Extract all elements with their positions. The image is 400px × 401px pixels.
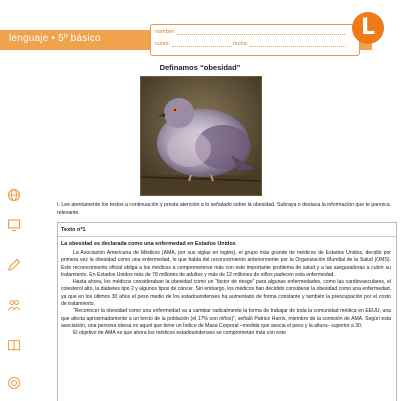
- subject-name: lenguaje: [9, 33, 49, 44]
- target-icon: [7, 376, 21, 390]
- globe-icon: [7, 188, 21, 202]
- pigeon-photo: [140, 76, 262, 196]
- name-row: nombre:: [155, 28, 345, 35]
- pencil-icon: [7, 258, 21, 272]
- divider: [58, 236, 396, 237]
- student-info-form: [150, 24, 360, 56]
- course-field[interactable]: [172, 40, 232, 47]
- header: [0, 0, 400, 56]
- people-icon: [7, 298, 21, 312]
- book-icon: [7, 338, 21, 352]
- screen-icon: [7, 218, 21, 232]
- name-field[interactable]: [177, 28, 345, 35]
- paragraph: Hasta ahora, los médicos consideraban la obesidad como un “factor de riesgo” para algunas enfermedades, como las cardiovasculares, el colesterol alto, la diabetes tipo 2 y algunos tipos de cáncer. Sin embargo, los médicos han decidido considerar la obesidad como una enfermedad, ya que en los últimos 30 años el peso medio de los estadounidenses ha aumentado de forma constante y también la preocupación por el costo de tratamiento.: [61, 279, 391, 308]
- text-box: [57, 222, 397, 401]
- paragraph: El objetivo de AMA es que ahora los médicos estadounidenses se comprometan más con este: [73, 330, 286, 337]
- subject-label: [9, 33, 101, 44]
- grade-label: 5º básico: [58, 33, 101, 44]
- document-title: Definamos “obesidad”: [159, 63, 241, 72]
- course-label: curso: [155, 41, 169, 47]
- subject-badge: L: [352, 12, 384, 44]
- paragraph: “Reconocer la obesidad como una enfermedad va a cambiar radicalmente la forma de trabajar de toda la comunidad médica en EEUU, una que afecta aproximadamente a un tercio de la población (el 17% son niños)”, señaló Patrice Harris, miembro de la comisión de AMA. Según esta asociación, una persona obesa es aquel que tiene un Índice de Masa Corporal –medida que asocia el peso y la altura– superior a 30.: [61, 308, 391, 329]
- sidebar-icons: [0, 180, 28, 400]
- text-subheading: La obesidad es declarada como una enfermedad en Estados Unidos: [61, 241, 236, 247]
- instructions: I. Lee atentamente los textos a continuación y presta atención a lo señalado sobre la obesidad. Subraya o destaca la información que te parezca relevante.: [57, 202, 390, 216]
- pigeon-illustration: [141, 77, 261, 195]
- paragraph: La Asociación Americana de Médicos (AMA, por sus siglas en inglés), el grupo más grande de médicos de Estados Unidos, decidió por primera vez la obesidad como una enfermedad, lo que habla del reconocimiento anteriormente por la Organización Mundial de la Salud (OMS). Este reconocimiento oficial obliga a los médicos a comprometerse más con este importante problema de salud y a las aseguradoras a cubrir su tratamiento. En Estados Unidos más de 78 millones de adultos y más de 12 millones de niños padecen esta enfermedad.: [61, 250, 391, 278]
- text-label: Texto nº1: [61, 227, 86, 233]
- date-field[interactable]: [250, 40, 346, 47]
- course-date-row: curso: fecha:: [155, 40, 346, 47]
- bullet-separator: •: [51, 33, 59, 44]
- date-label: fecha: [233, 41, 247, 47]
- name-label: nombre: [155, 29, 174, 35]
- text-body: [61, 250, 391, 338]
